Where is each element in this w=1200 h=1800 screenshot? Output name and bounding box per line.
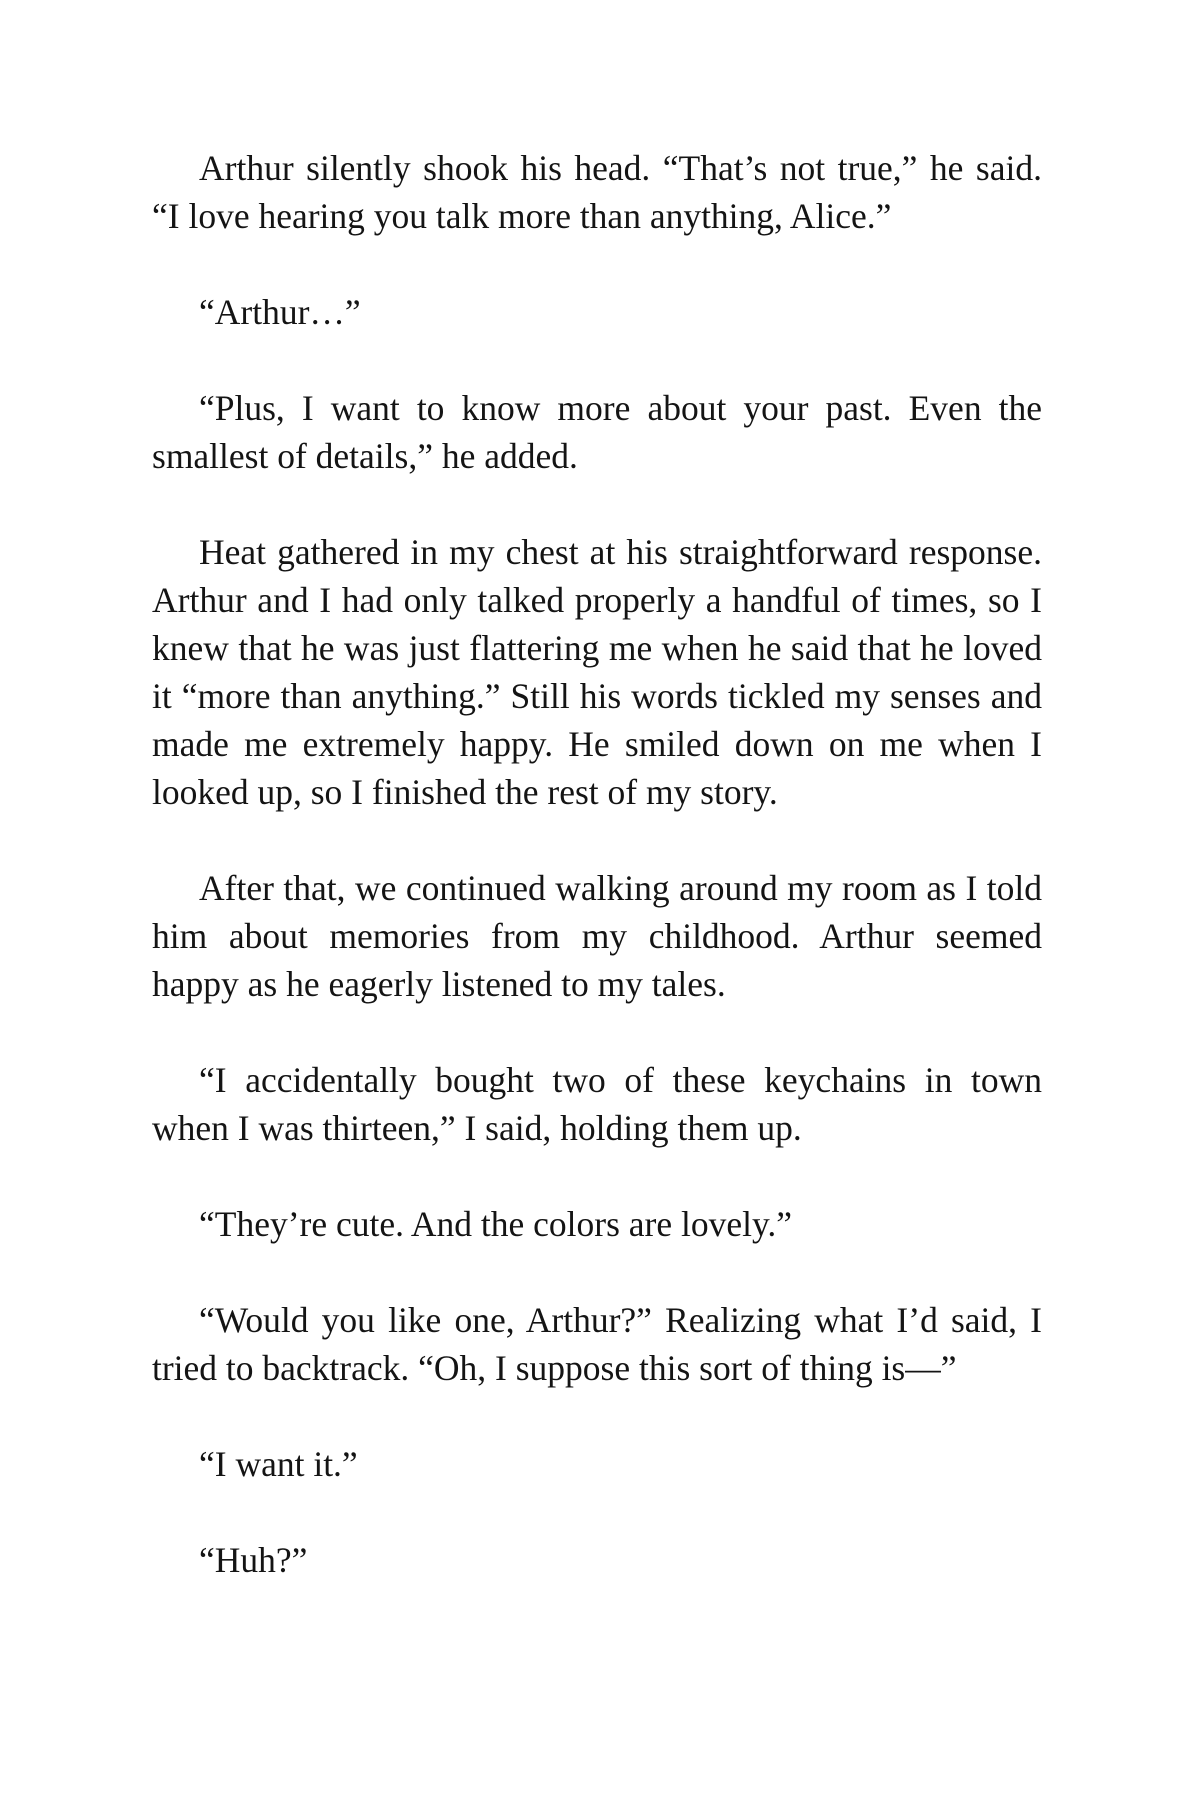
paragraph-7: “They’re cute. And the colors are lovely.”: [199, 1204, 793, 1244]
paragraph-1: Arthur silently shook his head. “That’s not true,” he said. “I love hearing you talk more than anything, Alice.”: [152, 148, 1042, 236]
paragraph-3: “Plus, I want to know more about your past. Even the smallest of details,” he added.: [152, 388, 1042, 476]
paragraph-6: “I accidentally bought two of these keychains in town when I was thirteen,” I said, holding them up.: [152, 1060, 1042, 1148]
paragraph-10: “Huh?”: [199, 1540, 308, 1580]
page-body: [152, 144, 1042, 1584]
paragraph-9: “I want it.”: [199, 1444, 358, 1484]
paragraph-4: Heat gathered in my chest at his straightforward response. Arthur and I had only talked properly a handful of times, so I knew that he was just flattering me when he said that he loved it “more than anything.” Still his words tickled my senses and made me extremely happy. He smiled down on me when I looked up, so I finished the rest of my story.: [152, 532, 1042, 812]
paragraph-5: After that, we continued walking around my room as I told him about memories from my childhood. Arthur seemed happy as he eagerly listened to my tales.: [152, 868, 1042, 1004]
paragraph-2: “Arthur…”: [199, 292, 361, 332]
paragraph-8: “Would you like one, Arthur?” Realizing what I’d said, I tried to backtrack. “Oh, I suppose this sort of thing is—”: [152, 1300, 1042, 1388]
